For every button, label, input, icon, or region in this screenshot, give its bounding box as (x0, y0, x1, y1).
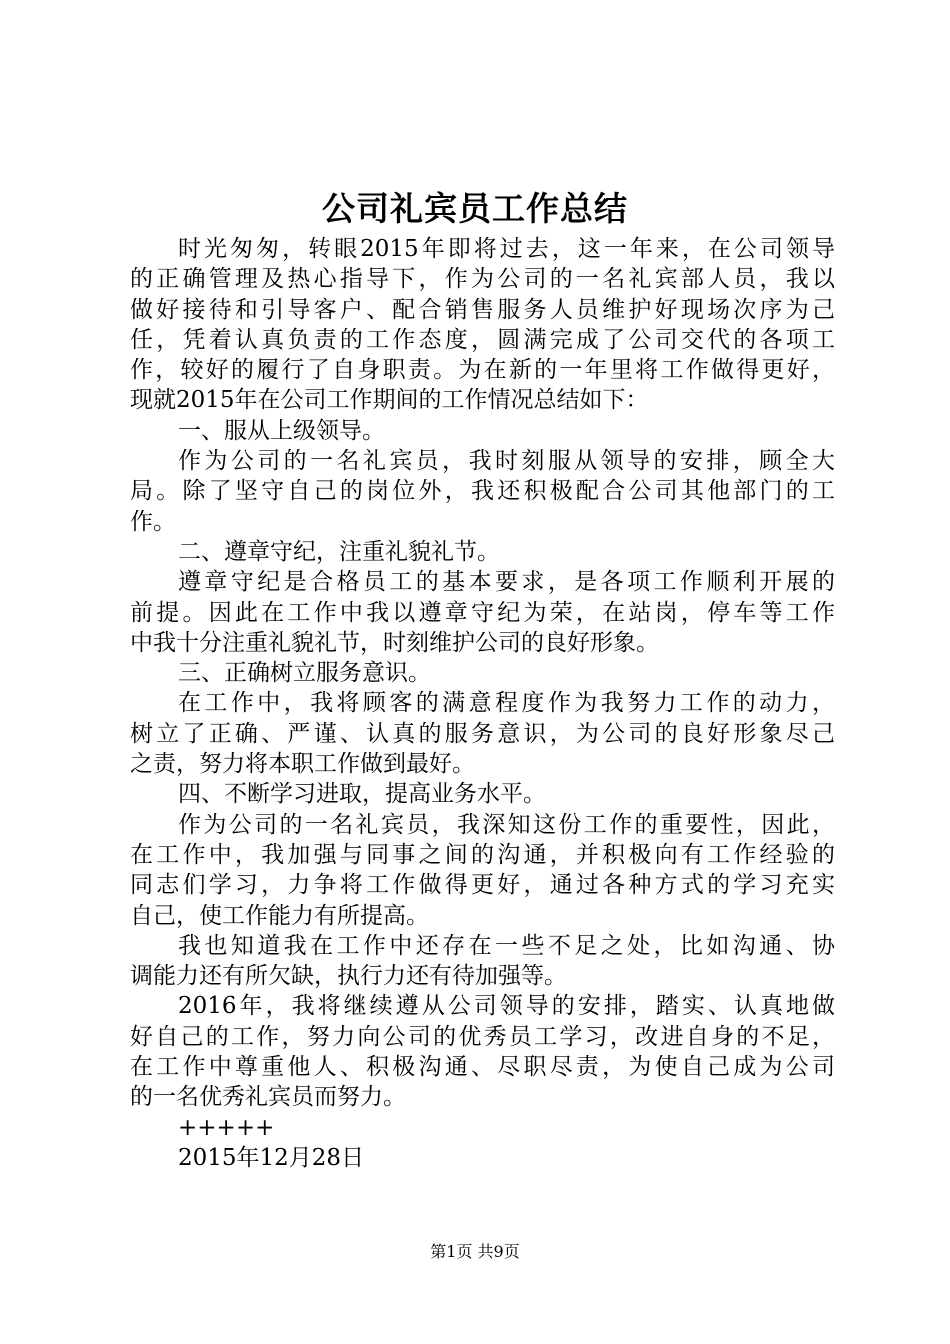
text-line: +++++ (178, 1114, 275, 1141)
text-line: 在工作中尊重他人、积极沟通、尽职尽责，为使自己成为公司 (130, 1054, 835, 1081)
text-line: 自己，使工作能力有所提高。 (130, 902, 429, 929)
text-line: 我也知道我在工作中还存在一些不足之处，比如沟通、协 (178, 932, 835, 959)
text-line: 在工作中，我加强与同事之间的沟通，并积极向有工作经验的 (130, 841, 835, 868)
text-line: 树立了正确、严谨、认真的服务意识，为公司的良好形象尽己 (130, 720, 835, 747)
text-line: 前提。因此在工作中我以遵章守纪为荣，在站岗，停车等工作 (130, 599, 835, 626)
text-line: 调能力还有所欠缺，执行力还有待加强等。 (130, 963, 567, 990)
text-line: 好自己的工作，努力向公司的优秀员工学习，改进自身的不足， (130, 1023, 835, 1050)
text-line: 二、遵章守纪，注重礼貌礼节。 (178, 538, 500, 565)
text-line: 遵章守纪是合格员工的基本要求，是各项工作顺利开展的 (178, 569, 835, 596)
text-line: 作为公司的一名礼宾员，我时刻服从领导的安排，顾全大 (178, 448, 835, 475)
page-footer: 第1页 共9页 (430, 1242, 520, 1261)
text-line: 三、正确树立服务意识。 (178, 660, 431, 687)
text-line: 一、服从上级领导。 (178, 417, 385, 444)
page-title: 公司礼宾员工作总结 (322, 189, 628, 228)
text-line: 之责，努力将本职工作做到最好。 (130, 751, 475, 778)
text-line: 四、不断学习进取，提高业务水平。 (178, 781, 546, 808)
text-line: 2015年12月28日 (178, 1144, 365, 1171)
text-line: 作，较好的履行了自身职责。为在新的一年里将工作做得更好， (130, 357, 835, 384)
text-line: 同志们学习，力争将工作做得更好，通过各种方式的学习充实 (130, 872, 835, 899)
text-line: 现就2015年在公司工作期间的工作情况总结如下： (130, 387, 649, 414)
document-body (130, 234, 835, 1173)
text-line: 2016年，我将继续遵从公司领导的安排，踏实、认真地做 (178, 993, 835, 1020)
text-line: 作。 (130, 508, 176, 535)
text-line: 的正确管理及热心指导下，作为公司的一名礼宾部人员，我以 (130, 266, 835, 293)
text-line: 时光匆匆，转眼2015年即将过去，这一年来，在公司领导 (178, 236, 835, 262)
text-line: 中我十分注重礼貌礼节，时刻维护公司的良好形象。 (130, 629, 659, 656)
text-line: 做好接待和引导客户、配合销售服务人员维护好现场次序为己 (130, 296, 835, 323)
text-line: 在工作中，我将顾客的满意程度作为我努力工作的动力， (178, 690, 835, 717)
text-line: 作为公司的一名礼宾员，我深知这份工作的重要性，因此， (178, 811, 835, 838)
text-line: 任，凭着认真负责的工作态度，圆满完成了公司交代的各项工 (130, 326, 835, 353)
text-line: 局。除了坚守自己的岗位外，我还积极配合公司其他部门的工 (130, 478, 835, 505)
text-line: 的一名优秀礼宾员而努力。 (130, 1084, 406, 1111)
